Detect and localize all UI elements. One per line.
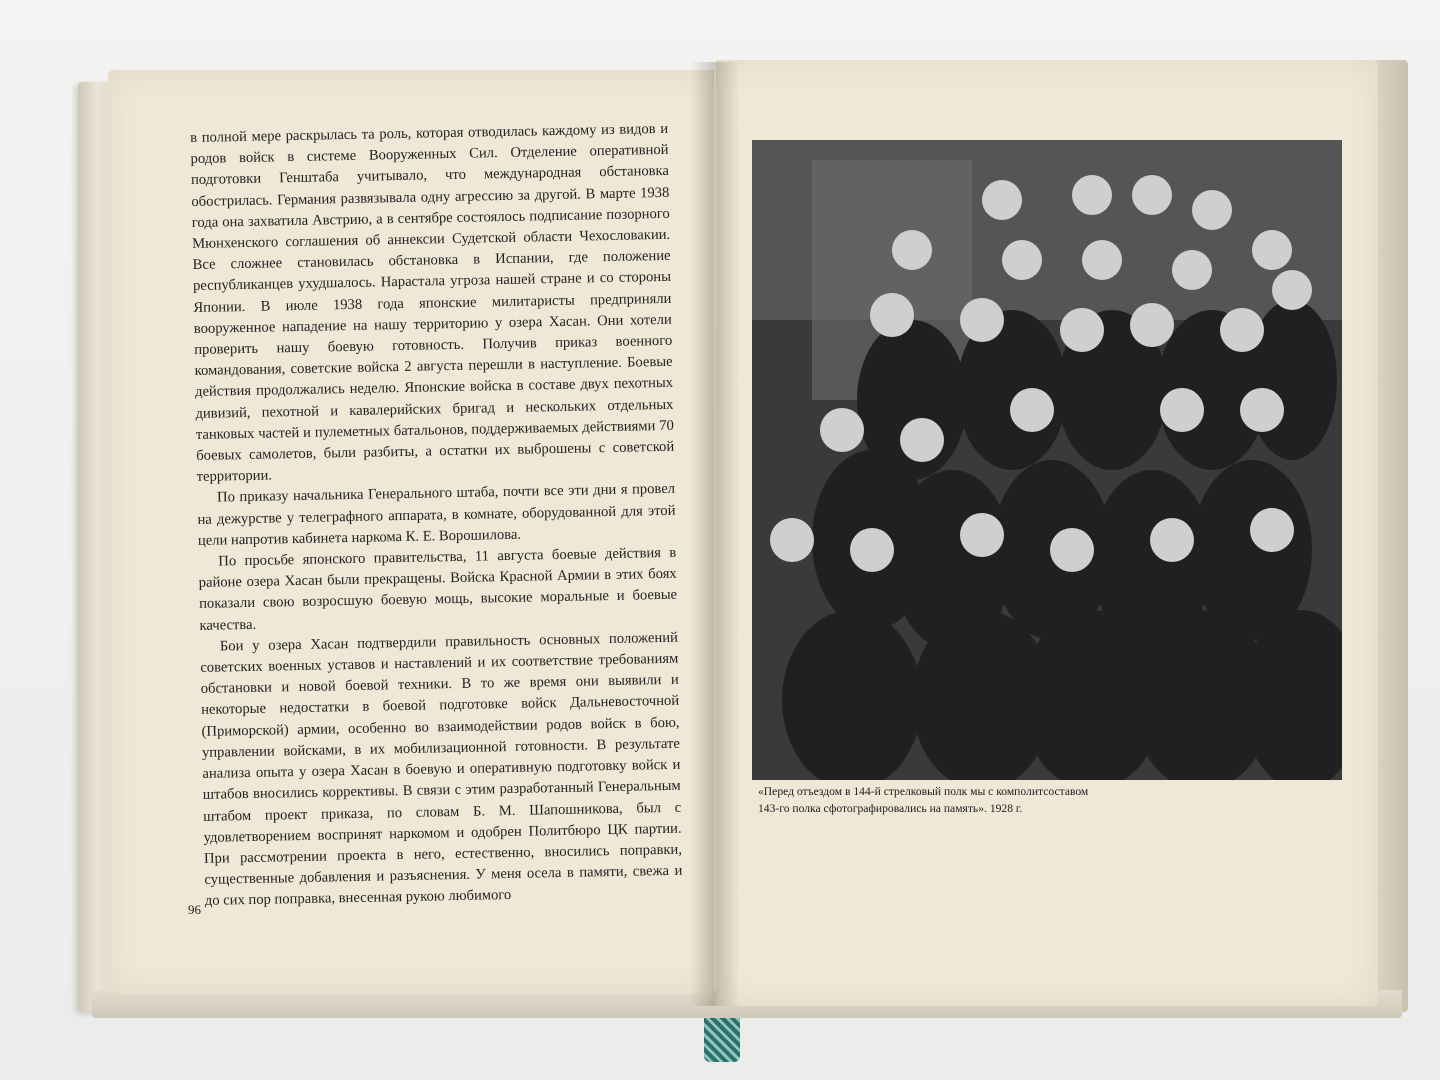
paragraph: Бои у озера Хасан подтвердили правильность основных положений советских военных уставов и наставлений и их соответствие требованиям обстановки и новой боевой техники. В то же время они выявили и некоторые недостатки в боевой подготовке войск Дальневосточной (Приморской) армии, особенно во взаимодействии родов войск в бою, управлении войсками, в их мобилизационной готовности. В результате анализа опыта у озера Хасан в боевую и оперативную подготовку войск и штабов вносились коррективы. В связи с этим разработанный Генеральным штабом проект приказа, по словам Б. М. Шапошникова, был с удовлетворением воспринят наркомом и одобрен Политбюро ЦК партии. При рассмотрении проекта в него, естественно, вносились поправки, существенные добавления и разъяснения. У меня осела в памяти, свежа и до сих пор поправка, внесенная рукою любимого [200, 629, 683, 910]
book-cover-right-edge [1376, 60, 1408, 1012]
left-page-text [190, 119, 683, 913]
bookmark-ribbon [704, 1018, 740, 1062]
page-number: 96 [188, 902, 201, 917]
book-gutter [690, 62, 740, 1006]
caption-line: «Перед отъездом в 144-й стрелковый полк мы с комполитсоставом [758, 785, 1089, 798]
group-photo-illustration [752, 140, 1342, 780]
caption-line: 143-го полка сфотографировались на память». 1928 г. [758, 802, 1023, 815]
paragraph: По просьбе японского правительства, 11 августа боевые действия в районе озера Хасан были прекращены. Войска Красной Армии в этих боях показали свою возросшую боевую мощь, высокие моральные и боевые качества. [198, 544, 678, 634]
paragraph: в полной мере раскрылась та роль, которая отводилась каждому из видов и родов войск в системе Вооруженных Сил. Отделение оперативной подготовки Генштаба учитывало, что международная обстановка обострилась. Германия развязывала одну агрессию за другой. В марте 1938 года она захватила Австрию, а в сентябре состоялось подписание позорного Мюнхенского соглашения об аннексии Судетской области Чехословакии. Все сложнее становилась обстановка в Испании, где положение республиканцев ухудшалось. Нарастала угроза нашей стране и со стороны Японии. В июле 1938 года японские милитаристы предприняли вооруженное нападение на нашу территорию у озера Хасан. Они хотели проверить нашу боевую готовность. Получив приказ военного командования, советские войска 2 августа перешли в наступление. Боевые действия продолжались неделю. Японские войска в составе двух пехотных дивизий, пехотной и кавалерийских бригад и нескольких отдельных танковых частей и пулеметных батальонов, поддерживаемых действиями 70 боевых самолетов, были разбиты, а остатки их выброшены с советской территории. [190, 120, 675, 486]
photo-caption [758, 783, 1338, 817]
paragraph: По приказу начальника Генерального штаба, почти все эти дни я провел на дежурстве у телеграфного аппарата, в комнате, оборудованной для этой цели напротив кабинета наркома К. Е. Ворошилова. [197, 481, 676, 549]
group-photo [752, 140, 1342, 780]
